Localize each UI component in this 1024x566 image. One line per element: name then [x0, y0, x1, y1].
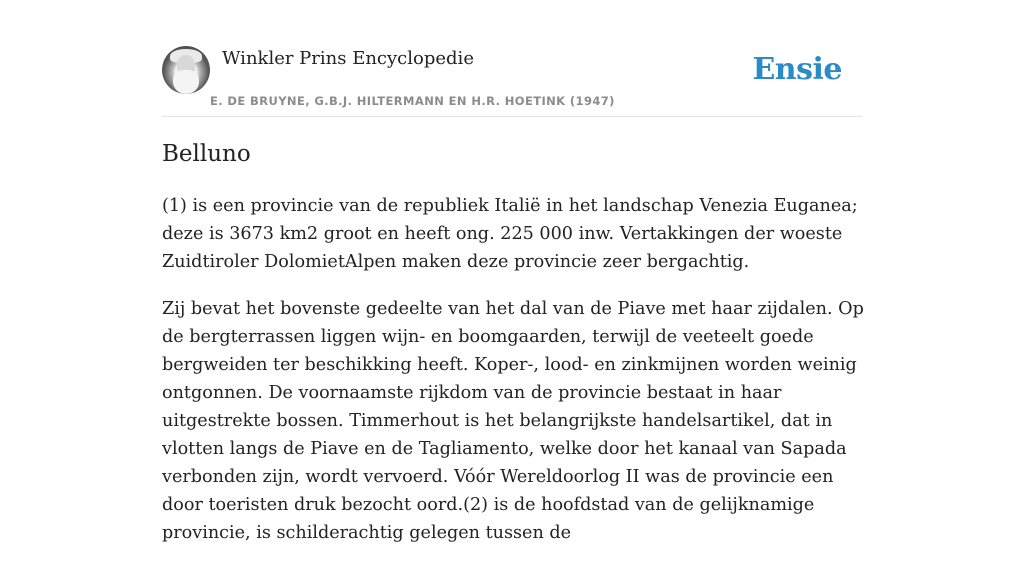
- article-paragraph: Zij bevat het bovenste gedeelte van het dal van de Piave met haar zijdalen. Op de bergterrassen liggen wijn- en boomgaarden, terwijl de veeteelt goede bergweiden ter beschikking heeft. Koper-, lood- en zinkmijnen worden weinig ontgonnen. De voornaamste rijkdom van de provincie bestaat in haar uitgestrekte bossen. Timmerhout is het belangrijkste handelsartikel, dat in vlotten langs de Piave en de Tagliamento, welke door het kanaal van Sapada verbonden zijn, wordt vervoerd. Vóór Wereldoorlog II was de provincie een door toeristen druk bezocht oord.(2) is de hoofdstad van de gelijknamige provincie, is schilderachtig gelegen tussen de: [162, 299, 864, 543]
- article-paragraph: (1) is een provincie van de republiek Italië in het landschap Venezia Euganea; deze is 3673 km2 groot en heeft ong. 225 000 inw. Vertakkingen der woeste Zuidtiroler DolomietAlpen maken deze provincie zeer bergachtig.: [162, 196, 858, 272]
- article-body: [162, 192, 867, 566]
- article-title: Belluno: [162, 141, 251, 167]
- authors-byline: E. DE BRUYNE, G.B.J. HILTERMANN EN H.R. HOETINK (1947): [210, 94, 615, 108]
- site-header: [162, 38, 862, 117]
- avatar-beard: [173, 70, 199, 94]
- ensie-logo-link[interactable]: Ensie: [752, 52, 842, 87]
- author-avatar[interactable]: [162, 46, 210, 94]
- publication-title[interactable]: Winkler Prins Encyclopedie: [222, 48, 474, 69]
